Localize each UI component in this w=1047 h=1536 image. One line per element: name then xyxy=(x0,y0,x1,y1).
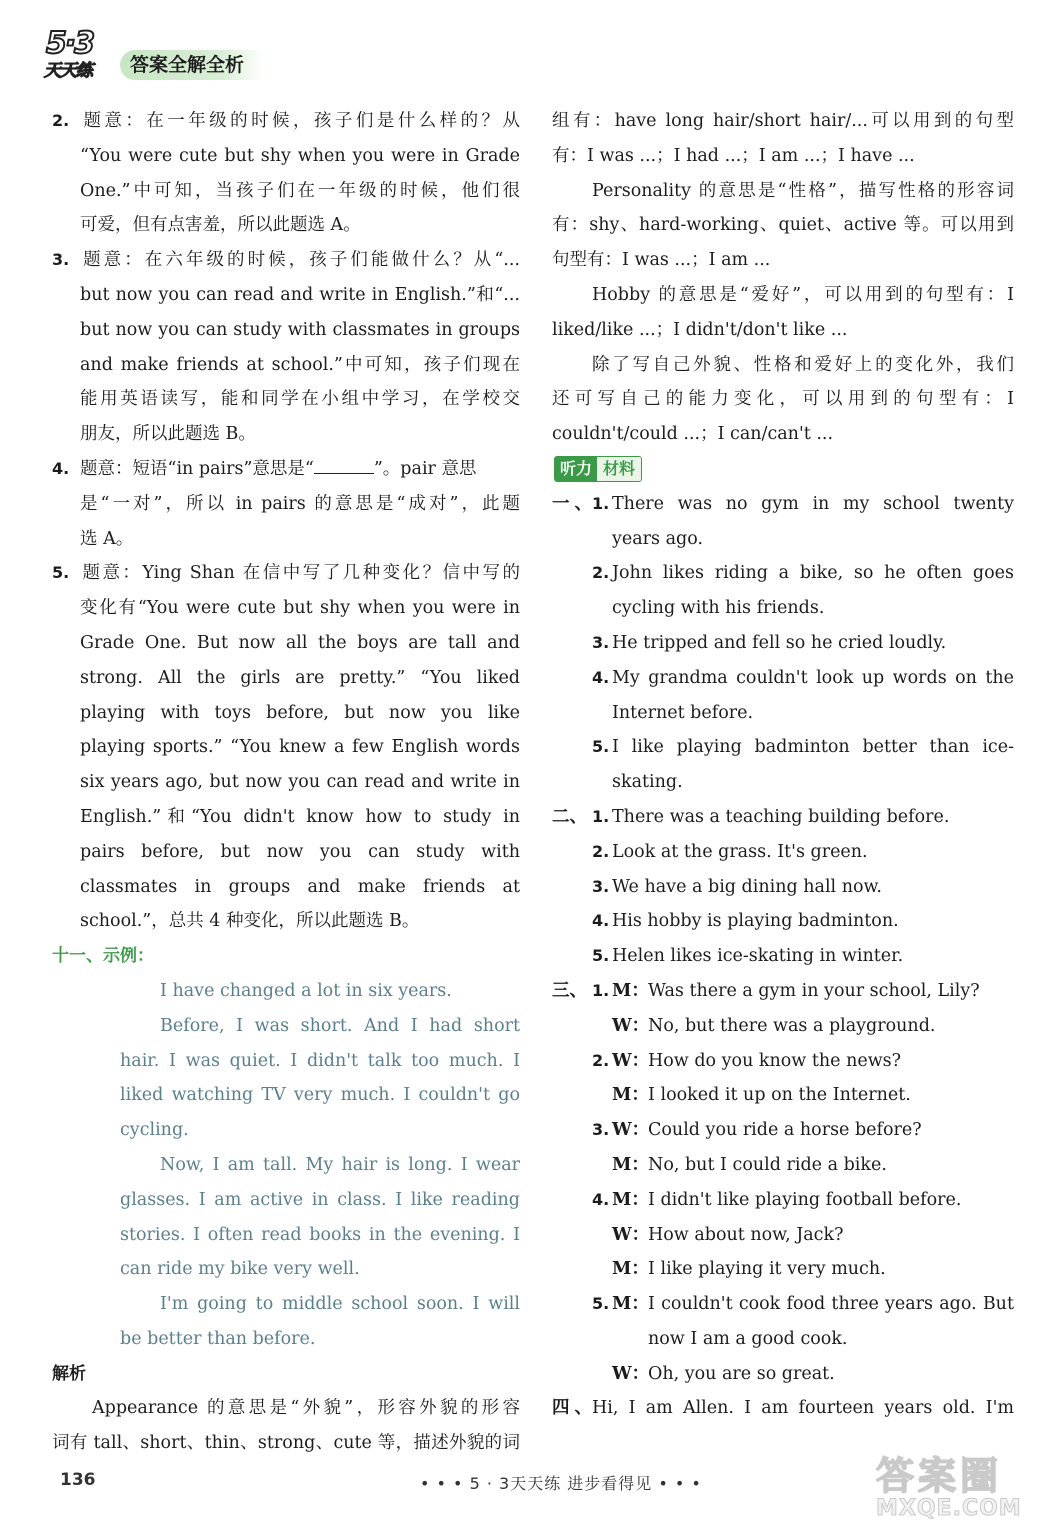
listening-item-line xyxy=(552,661,1014,696)
q3-line: but now you can study with classmates in groups xyxy=(80,319,520,340)
q3-line-1: 3. 题意：在六年级的时候，孩子们能做什么？从“... xyxy=(52,243,520,278)
answer-blank xyxy=(314,455,374,474)
item-text: I like playing badminton better than ice- xyxy=(612,737,1014,758)
item-number: 2. xyxy=(592,563,610,583)
q2-line: 可爱，但有点害羞，所以此题选 A。 xyxy=(80,215,361,236)
watermark-url: MXQE.COM xyxy=(876,1496,1022,1521)
analysis-line: Appearance 的意思是“外貌”，形容外貌的形容 xyxy=(92,1398,520,1419)
essay-line: cycling. xyxy=(120,1120,189,1141)
dialogue-text: Could you ride a horse before? xyxy=(648,1120,922,1141)
analysis-line: 词有 tall、short、thin、strong、cute 等，描述外貌的词 xyxy=(52,1433,520,1454)
q5-line: pairs before, but now you can study with xyxy=(80,841,520,862)
item-number: 1. xyxy=(592,493,610,513)
item-number: 2. xyxy=(592,841,610,861)
speaker-label: M： xyxy=(612,1154,649,1175)
speaker-label: M： xyxy=(612,1259,649,1280)
q5-number: 5. xyxy=(52,563,70,583)
analysis-line: couldn't/could ...；I can/can't ... xyxy=(552,424,834,445)
q3-line: and make friends at school.”中可知，孩子们现在 xyxy=(80,354,520,375)
listening-item-line xyxy=(552,487,1014,522)
item-number: 4. xyxy=(592,911,610,931)
q4-line: 是“一对”，所以 in pairs 的意思是“成对”，此题 xyxy=(80,493,520,514)
item-text: He tripped and fell so he cried loudly. xyxy=(612,632,947,653)
footer-slogan: • • • 5 · 3天天练 进步看得见 • • • xyxy=(420,1474,702,1493)
analysis-line: Hobby 的意思是“爱好”，可以用到的句型有：I xyxy=(592,284,1014,305)
dialogue-line xyxy=(552,1113,1014,1148)
item-number: 2. xyxy=(592,1050,610,1070)
q5-line-1: 5. 题意：Ying Shan 在信中写了几种变化？信中写的 xyxy=(52,556,520,591)
item-text: We have a big dining hall now. xyxy=(612,876,882,897)
analysis-heading: 解析 xyxy=(52,1363,86,1384)
item-text: There was no gym in my school twenty xyxy=(612,493,1014,514)
dialogue-line xyxy=(552,1148,1014,1183)
q11-label: 十一、 xyxy=(52,946,103,967)
example-label: 示例： xyxy=(103,946,154,967)
item-number: 1. xyxy=(592,980,610,1000)
q3-number: 3. xyxy=(52,250,70,270)
dialogue-line xyxy=(552,1009,1014,1044)
dialogue-text: Was there a gym in your school, Lily? xyxy=(648,980,980,1001)
q4-number: 4. xyxy=(52,458,70,478)
listening-item-line xyxy=(552,835,1014,870)
essay-line: glasses. I am active in class. I like reading xyxy=(120,1189,520,1210)
speaker-label: W： xyxy=(612,1050,650,1071)
listening-section-2 xyxy=(552,800,1014,974)
item-text: skating. xyxy=(612,772,683,793)
q11-heading xyxy=(52,939,520,974)
item-text: There was a teaching building before. xyxy=(612,806,950,827)
dialogue-text: I didn't like playing football before. xyxy=(648,1189,962,1210)
section-1-label: 一、 xyxy=(552,493,592,514)
listening-item-line xyxy=(552,904,1014,939)
dialogue-text: I couldn't cook food three years ago. But xyxy=(648,1294,1014,1315)
item-number: 4. xyxy=(592,667,610,687)
speaker-label: W： xyxy=(612,1224,650,1245)
item-number: 4. xyxy=(592,1189,610,1209)
q5-line: school.”，总共 4 种变化，所以此题选 B。 xyxy=(80,911,420,932)
watermark-text: 答案圈 xyxy=(876,1454,1003,1498)
analysis-line: 有：shy、hard-working、quiet、active 等。可以用到 xyxy=(552,215,1014,236)
q5-line: playing sports.” “You knew a few English words xyxy=(80,737,520,758)
page-number: 136 xyxy=(60,1470,96,1490)
q2-line: One.”中可知，当孩子们在一年级的时候，他们很 xyxy=(80,180,520,201)
q2-line-1: 2. 题意：在一年级的时候，孩子们是什么样的？从 xyxy=(52,104,520,139)
q3-line: but now you can read and write in English.”和“... xyxy=(80,284,520,305)
listening-item-line xyxy=(552,556,1014,591)
item-text: Internet before. xyxy=(612,702,754,723)
dialogue-line xyxy=(552,1322,1014,1357)
q4-line-1: 4. 题意：短语“in pairs”意思是“ ”。pair 意思 xyxy=(52,452,520,487)
dialogue-text: How do you know the news? xyxy=(648,1050,902,1071)
listening-item-line xyxy=(552,522,1014,557)
q4-line: 选 A。 xyxy=(80,528,134,549)
item-number: 3. xyxy=(592,632,610,652)
listening-item-line xyxy=(552,626,1014,661)
essay-line: hair. I was quiet. I didn't talk too much. I xyxy=(120,1050,520,1071)
dialogue-line xyxy=(552,1183,1014,1218)
analysis-line: Personality 的意思是“性格”，描写性格的形容词 xyxy=(592,180,1014,201)
logo-subtitle: 天天练 xyxy=(44,61,92,81)
analysis-line: 句型有：I was ...；I am ... xyxy=(552,250,771,271)
item-text: Look at the grass. It's green. xyxy=(612,841,868,862)
dialogue-text: No, but there was a playground. xyxy=(648,1015,936,1036)
essay-line: stories. I often read books in the evening. I xyxy=(120,1224,520,1245)
essay-line: liked watching TV very much. I couldn't go xyxy=(120,1085,520,1106)
listening-badge-row xyxy=(552,452,1014,487)
listening-item-line xyxy=(552,765,1014,800)
q5-line: English.”和“You didn't know how to study in xyxy=(80,806,520,827)
q3-line: 能用英语读写，能和同学在小组中学习，在学校交 xyxy=(80,389,520,410)
item-number: 5. xyxy=(592,737,610,757)
listening-section-1 xyxy=(552,487,1014,800)
q5-line: six years ago, but now you can read and write in xyxy=(80,772,520,793)
essay-line: be better than before. xyxy=(120,1328,316,1349)
item-text: His hobby is playing badminton. xyxy=(612,911,899,932)
item-number: 5. xyxy=(592,1294,610,1314)
listening-material-badge: 听力 材料 xyxy=(554,456,642,482)
example-essay xyxy=(52,974,520,1357)
q5-line: playing with toys before, but now you like xyxy=(80,702,520,723)
dialogue-text: How about now, Jack? xyxy=(648,1224,844,1245)
essay-line: Before, I was short. And I had short xyxy=(160,1015,520,1036)
listening-item-line xyxy=(552,696,1014,731)
essay-line: can ride my bike very well. xyxy=(120,1259,360,1280)
analysis-line: liked/like ...；I didn't/don't like ... xyxy=(552,319,848,340)
section-4-label: 四、 xyxy=(552,1398,592,1419)
item-text: years ago. xyxy=(612,528,704,549)
dialogue-line xyxy=(552,1357,1014,1392)
dialogue-text: Oh, you are so great. xyxy=(648,1363,835,1384)
q2-line: “You were cute but shy when you were in Grade xyxy=(80,145,520,166)
item-text: Helen likes ice-skating in winter. xyxy=(612,946,904,967)
brand-logo xyxy=(40,26,126,84)
analysis-line: 除了写自己外貌、性格和爱好上的变化外，我们 xyxy=(592,354,1014,375)
speaker-label: W： xyxy=(612,1015,650,1036)
dialogue-line xyxy=(552,1044,1014,1079)
dialogue-text: I looked it up on the Internet. xyxy=(648,1085,911,1106)
speaker-label: W： xyxy=(612,1120,650,1141)
watermark-logo xyxy=(876,1456,1036,1530)
dialogue-line xyxy=(552,1078,1014,1113)
listening-item-line xyxy=(552,939,1014,974)
listening-section-4: 四、Hi, I am Allen. I am fourteen years old. I'm xyxy=(552,1391,1014,1426)
listening-item-line xyxy=(552,591,1014,626)
speaker-label: M： xyxy=(612,1294,649,1315)
analysis-line: 有：I was ...；I had ...；I am ...；I have ... xyxy=(552,145,915,166)
essay-line: Now, I am tall. My hair is long. I wear xyxy=(160,1154,520,1175)
dialogue-line xyxy=(552,974,1014,1009)
dialogue-text: No, but I could ride a bike. xyxy=(648,1154,887,1175)
q3-line: 朋友，所以此题选 B。 xyxy=(80,424,256,445)
analysis-line: 组有：have long hair/short hair/...可以用到的句型 xyxy=(552,111,1014,131)
header-title: 答案全解全析 xyxy=(120,50,264,80)
essay-line: I'm going to middle school soon. I will xyxy=(160,1294,520,1315)
dialogue-text: now I am a good cook. xyxy=(648,1328,848,1349)
q2-number: 2. xyxy=(52,111,70,130)
item-number: 3. xyxy=(592,876,610,896)
dialogue-line xyxy=(552,1218,1014,1253)
listening-item-line xyxy=(552,800,1014,835)
page-header xyxy=(40,26,360,86)
item-text: John likes riding a bike, so he often goes xyxy=(612,563,1014,584)
dialogue-line xyxy=(552,1287,1014,1322)
item-number: 5. xyxy=(592,946,610,966)
listening-item-line xyxy=(552,870,1014,905)
right-column xyxy=(552,104,1014,1426)
listening-section-3 xyxy=(552,974,1014,1392)
analysis-line: 还可写自己的能力变化，可以用到的句型有：I xyxy=(552,389,1014,410)
speaker-label: M： xyxy=(612,1189,649,1210)
item-text: My grandma couldn't look up words on the xyxy=(612,667,1014,688)
q5-line: 变化有“You were cute but shy when you were in xyxy=(80,598,520,619)
left-column xyxy=(52,104,520,1461)
essay-line: I have changed a lot in six years. xyxy=(160,980,452,1001)
speaker-label: W： xyxy=(612,1363,650,1384)
q5-line: strong. All the girls are pretty.” “You liked xyxy=(80,667,520,688)
dialogue-line xyxy=(552,1252,1014,1287)
q5-line: Grade One. But now all the boys are tall and xyxy=(80,632,520,653)
section-3-label: 三、 xyxy=(552,980,587,1001)
item-number: 3. xyxy=(592,1120,610,1140)
speaker-label: M： xyxy=(612,980,649,1001)
logo-number: 5·3 xyxy=(46,26,94,61)
q5-line: classmates in groups and make friends at xyxy=(80,876,520,897)
dialogue-text: I like playing it very much. xyxy=(648,1259,886,1280)
item-number: 1. xyxy=(592,806,610,826)
section-2-label: 二、 xyxy=(552,806,587,827)
listening-item-line xyxy=(552,730,1014,765)
speaker-label: M： xyxy=(612,1085,649,1106)
item-text: cycling with his friends. xyxy=(612,598,825,619)
